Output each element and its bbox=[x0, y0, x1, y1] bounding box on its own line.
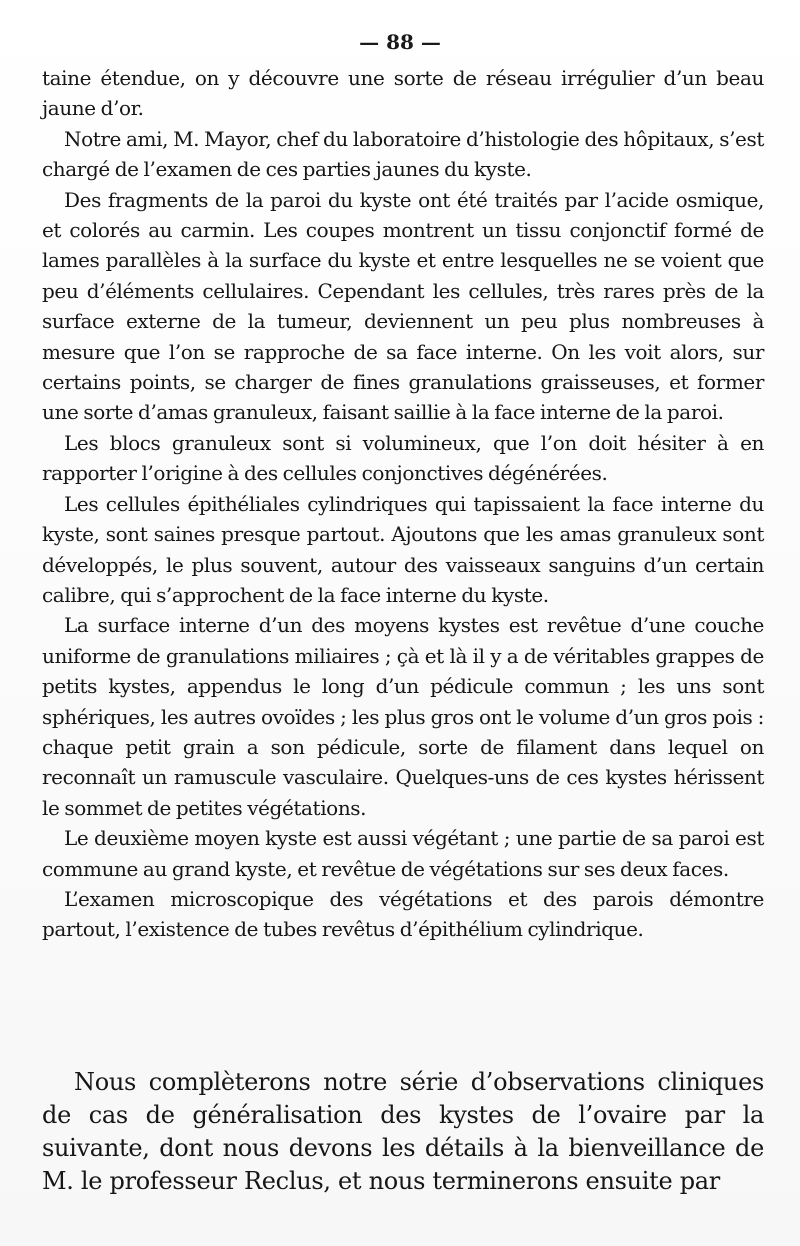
paragraph-blocs: Les blocs granuleux sont si volumineux, que l’on doit hésiter à en rapporter l’origine à des cellules conjonctives dégénérées. bbox=[42, 430, 764, 486]
body-text bbox=[42, 63, 764, 945]
paragraph-closing: Nous complèterons notre série d’observations cliniques de cas de généralisation des kystes de l’ovaire par la suivante, dont nous devons les détails à la bienveillance de M. le professeur Reclus, et nous terminerons ensuite par bbox=[42, 1068, 764, 1195]
paragraph-surface-interne: La surface interne d’un des moyens kystes est revêtue d’une couche uniforme de granulations miliaires ; çà et là il y a de véritables grappes de petits kystes, appendus le long d’un pédicule commun ; les uns sont sphériques, les autres ovoïdes ; les plus gros ont le volume d’un gros pois : chaque petit grain a son pédicule, sorte de filament dans lequel on reconnaît un ramuscule vasculaire. Quelques-uns de ces kystes hérissent le sommet de petites végétations. bbox=[42, 613, 764, 820]
closing-text bbox=[42, 1066, 764, 1198]
page-number: — 88 — bbox=[359, 30, 441, 54]
paragraph-deuxieme-kyste: Le deuxième moyen kyste est aussi végétant ; une partie de sa paroi est commune au grand kyste, et revêtue de végétations sur ses deux faces. bbox=[42, 826, 764, 881]
paragraph-mayor: Notre ami, M. Mayor, chef du laboratoire d’histologie des hôpitaux, s’est chargé de l’examen de ces parties jaunes du kyste. bbox=[42, 126, 764, 182]
paragraph-continuation: taine étendue, on y découvre une sorte de réseau irrégulier d’un beau jaune d’or. bbox=[42, 66, 764, 121]
paragraph-fragments: Des fragments de la paroi du kyste ont été traités par l’acide osmique, et colorés au carmin. Les coupes montrent un tissu conjonctif formé de lames parallèles à la surface du kyste et entre lesquelles ne se voient que peu d’éléments cellulaires. Cependant les cellules, très rares près de la surface externe de la tumeur, deviennent un peu plus nombreuses à mesure que l’on se rapproche de sa face interne. On les voit alors, sur certains points, se charger de fines granulations graisseuses, et former une sorte d’amas granuleux, faisant saillie à la face interne de la paroi. bbox=[42, 187, 764, 425]
paragraph-examen: L’examen microscopique des végétations et des parois démontre partout, l’existence de tubes revêtus d’épithélium cylindrique. bbox=[42, 886, 764, 942]
paragraph-cellules: Les cellules épithéliales cylindriques qui tapissaient la face interne du kyste, sont saines presque partout. Ajoutons que les amas granuleux sont développés, le plus souvent, autour des vaisseaux sanguins d’un certain calibre, qui s’approchent de la face interne du kyste. bbox=[42, 491, 764, 607]
